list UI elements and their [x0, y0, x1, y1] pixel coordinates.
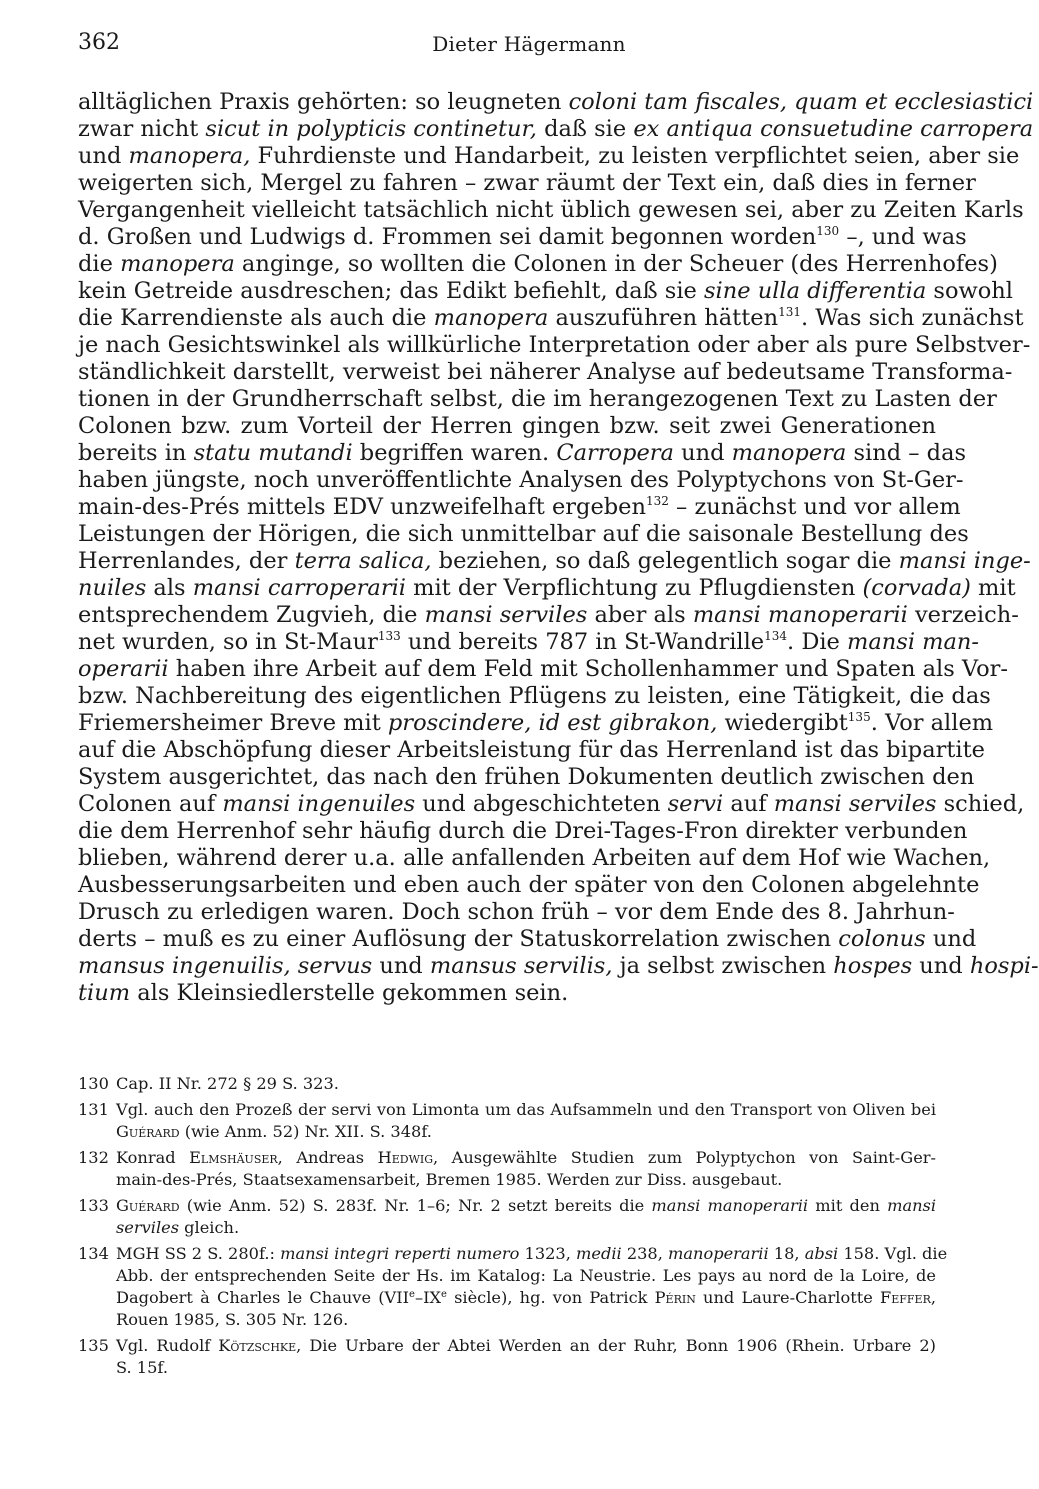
author-name: Kötzschke [218, 1336, 297, 1355]
text-run: – zunächst und vor allem [668, 494, 961, 520]
text-run: alltäglichen Praxis gehörten: so leugneten [78, 89, 569, 115]
superscript: e [409, 1289, 415, 1300]
superscript: 131 [778, 305, 801, 319]
text-run: und [925, 926, 977, 952]
text-line [78, 953, 1039, 980]
text-line [78, 818, 968, 845]
text-run: beziehen, so daß gelegentlich sogar die [431, 548, 899, 574]
text-run: Abb. der entsprechenden Seite der Hs. im Katalog: La Neustrie. Les pays au nord de la Loire, de [116, 1266, 936, 1285]
text-run: gleich. [179, 1218, 240, 1237]
text-line [78, 494, 961, 521]
text-line [78, 467, 964, 494]
text-line [78, 224, 967, 251]
text-run: bereits in [78, 440, 194, 466]
text-run: weigerten sich, Mergel zu fahren – zwar räumt der Text ein, daß dies in ferner [78, 170, 976, 196]
text-run: wiedergibt [717, 710, 848, 736]
text-line [78, 575, 1016, 602]
superscript: 133 [377, 629, 401, 643]
italic-text: manopera, [128, 143, 251, 169]
footnote-line [78, 1309, 936, 1331]
text-line [78, 332, 1031, 359]
footnote-line [78, 1169, 936, 1191]
text-run: Colonen auf [78, 791, 223, 817]
italic-text: (corvada) [862, 575, 971, 601]
text-run: . Was sich zunächst [800, 305, 1024, 331]
italic-text: mansi integri reperti numero [280, 1244, 520, 1263]
text-run: haben ihre Arbeit auf dem Feld mit Schollenhammer und Spaten als Vor- [168, 656, 1009, 682]
text-run: und [372, 953, 430, 979]
text-run: Vgl. Rudolf [116, 1336, 219, 1355]
italic-text: manopera [433, 305, 549, 331]
text-run: die [78, 251, 121, 277]
italic-text: proscindere, id est gibrakon, [387, 710, 718, 736]
footnote-line [78, 1265, 936, 1287]
italic-text: mansi [887, 1196, 937, 1215]
footnote [78, 1243, 948, 1331]
footnote [78, 1147, 936, 1191]
text-run: auf die Abschöpfung dieser Arbeitsleistung für das Herrenland ist das bipartite [78, 737, 985, 763]
italic-text: mansi carroperarii [192, 575, 406, 601]
footnote [78, 1073, 936, 1095]
text-run: ja selbst zwischen [612, 953, 834, 979]
text-run: haben jüngste, noch unveröffentlichte Analysen des Polyptychons von St-Ger- [78, 467, 964, 493]
footnote-number: 132 [78, 1148, 109, 1167]
italic-text: mansus servilis, [429, 953, 613, 979]
author-name: Périn [654, 1288, 696, 1307]
footnote-line [78, 1121, 936, 1143]
footnote-number: 135 [78, 1336, 109, 1355]
text-run: 238, [621, 1244, 669, 1263]
text-run: begriffen waren. [352, 440, 557, 466]
text-run: main-des-Prés, Staatsexamensarbeit, Bremen 1985. Werden zur Diss. ausgebaut. [116, 1170, 783, 1189]
footnote-line [78, 1243, 948, 1265]
text-run: kein Getreide ausdreschen; das Edikt befiehlt, daß sie [78, 278, 705, 304]
italic-text: tium [78, 980, 131, 1006]
text-line [78, 926, 977, 953]
text-run: die dem Herrenhof sehr häufig durch die Drei-Tages-Fron direkter verbunden [78, 818, 968, 844]
text-run: siècle), hg. von Patrick [446, 1288, 655, 1307]
text-line [78, 440, 967, 467]
text-line [78, 980, 936, 1007]
text-line [78, 251, 998, 278]
text-run: und [912, 953, 970, 979]
text-line [78, 737, 985, 764]
text-run: Dagobert à Charles le Chauve (VII [116, 1288, 410, 1307]
author-name: Feffer [880, 1288, 931, 1307]
text-run: auf [723, 791, 774, 817]
text-line [78, 791, 1025, 818]
superscript: 130 [816, 224, 840, 238]
text-line [78, 899, 955, 926]
text-run: als [146, 575, 193, 601]
footnote-line [78, 1195, 936, 1217]
text-run: und abgeschichteten [415, 791, 668, 817]
italic-text: medii [576, 1244, 622, 1263]
italic-text: sine ulla differentia [704, 278, 927, 304]
text-run: schied, [936, 791, 1025, 817]
text-run: (wie Anm. 52) Nr. XII. S. 348f. [179, 1122, 432, 1141]
footnote-number: 131 [78, 1100, 109, 1119]
text-run: je nach Gesichtswinkel als willkürliche Interpretation oder aber als pure Selbstver- [78, 332, 1031, 358]
footnote-number: 134 [78, 1244, 109, 1263]
italic-text: servi [667, 791, 724, 817]
text-run: mit den [808, 1196, 888, 1215]
superscript: 134 [764, 629, 788, 643]
text-run: und bereits 787 in St-Wandrille [400, 629, 765, 655]
italic-text: mansi manoperarii [692, 602, 908, 628]
text-run: 1323, [519, 1244, 577, 1263]
text-run: S. 15f. [116, 1358, 168, 1377]
text-run: und [673, 440, 732, 466]
text-run: auszuführen hätten [548, 305, 779, 331]
text-run: –IX [414, 1288, 441, 1307]
text-run: bzw. Nachbereitung des eigentlichen Pflügens zu leisten, eine Tätigkeit, die das [78, 683, 991, 709]
text-run: ständlichkeit darstellt, verweist bei näherer Analyse auf bedeutsame Transforma- [78, 359, 1013, 385]
text-run: , Andreas [277, 1148, 378, 1167]
text-line [78, 116, 1034, 143]
text-run: 18, [768, 1244, 805, 1263]
text-run: derts – muß es zu einer Auflösung der Statuskorrelation zwischen [78, 926, 839, 952]
footnote-line [78, 1287, 936, 1309]
footnote-number: 130 [78, 1074, 109, 1093]
italic-text: mansi serviles [773, 791, 937, 817]
italic-text: terra salica, [294, 548, 432, 574]
text-run: Colonen bzw. zum Vorteil der Herren gingen bzw. seit zwei Generationen [78, 413, 936, 439]
italic-text: hospes [833, 953, 913, 979]
italic-text: manopera [731, 440, 847, 466]
italic-text: mansi manoperarii [651, 1196, 809, 1215]
text-run: –, und was [839, 224, 967, 250]
author-name: Guérard [116, 1196, 180, 1215]
italic-text: ex antiqua consuetudine carropera [633, 116, 1034, 142]
text-run: Cap. II Nr. 272 § 29 S. 323. [116, 1074, 339, 1093]
text-run: anginge, so wollten die Colonen in der Scheuer (des Herrenhofes) [234, 251, 998, 277]
text-run: . Vor allem [870, 710, 994, 736]
text-run: , Ausgewählte Studien zum Polyptychon von Saint-Ger- [433, 1148, 936, 1167]
text-run: als Kleinsiedlerstelle gekommen sein. [130, 980, 569, 1006]
text-run: und [78, 143, 129, 169]
text-run: Konrad [116, 1148, 190, 1167]
text-run: tionen in der Grundherrschaft selbst, die im herangezogenen Text zu Lasten der [78, 386, 997, 412]
text-line [78, 143, 1020, 170]
footnote [78, 1195, 936, 1239]
text-run: . Die [787, 629, 848, 655]
text-line [78, 845, 991, 872]
text-run: (wie Anm. 52) S. 283f. Nr. 1–6; Nr. 2 setzt bereits die [179, 1196, 652, 1215]
superscript: 135 [847, 710, 871, 724]
text-run: zwar nicht [78, 116, 206, 142]
text-line [78, 710, 994, 737]
text-run: mit der Verpflichtung zu Pflugdiensten [405, 575, 863, 601]
footnote-line [78, 1357, 936, 1379]
text-run: , Die Urbare der Abtei Werden an der Ruhr, Bonn 1906 (Rhein. Urbare 2) [296, 1336, 936, 1355]
running-head: Dieter Hägermann [432, 32, 626, 56]
text-run: mit [970, 575, 1016, 601]
text-run: verzeich- [907, 602, 1019, 628]
text-line [78, 872, 980, 899]
text-run: Drusch zu erledigen waren. Doch schon früh – vor dem Ende des 8. Jahrhun- [78, 899, 955, 925]
text-run: und Laure-Charlotte [695, 1288, 881, 1307]
text-run: System ausgerichtet, das nach den frühen Dokumenten deutlich zwischen den [78, 764, 975, 790]
text-run: Ausbesserungsarbeiten und eben auch der später von den Colonen abgelehnte [78, 872, 980, 898]
footnote [78, 1099, 936, 1143]
text-line [78, 170, 976, 197]
italic-text: mansi ingenuiles [222, 791, 416, 817]
text-run: main-des-Prés mittels EDV unzweifelhaft ergeben [78, 494, 646, 520]
text-line [78, 413, 936, 440]
italic-text: nuiles [78, 575, 147, 601]
text-run: , [930, 1288, 937, 1307]
text-run: Vgl. auch den Prozeß der servi von Limonta um das Aufsammeln und den Transport von Oliven bei [116, 1100, 936, 1119]
text-run: net wurden, so in St-Maur [78, 629, 378, 655]
text-run: entsprechendem Zugvieh, die [78, 602, 425, 628]
text-line [78, 197, 1024, 224]
text-run: Herrenlandes, der [78, 548, 295, 574]
text-line [78, 386, 997, 413]
footnote-line [78, 1217, 936, 1239]
italic-text: hospi- [969, 953, 1039, 979]
italic-text: mansi serviles [424, 602, 588, 628]
author-name: Guérard [116, 1122, 180, 1141]
text-run: 158. Vgl. die [838, 1244, 948, 1263]
text-run: daß sie [536, 116, 634, 142]
italic-text: mansi man- [847, 629, 980, 655]
text-line [78, 629, 980, 656]
text-line [78, 305, 1024, 332]
footnote-line [78, 1073, 936, 1095]
author-name: Hedwig [377, 1148, 434, 1167]
italic-text: coloni tam fiscales, quam et ecclesiastici [568, 89, 1034, 115]
italic-text: Carropera [556, 440, 674, 466]
text-line [78, 359, 1013, 386]
text-run: d. Großen und Ludwigs d. Frommen sei damit begonnen worden [78, 224, 817, 250]
superscript: e [440, 1289, 447, 1300]
italic-text: colonus [838, 926, 926, 952]
text-run: Leistungen der Hörigen, die sich unmittelbar auf die saisonale Bestellung des [78, 521, 969, 547]
text-run: Friemersheimer Breve mit [78, 710, 388, 736]
text-run: Fuhrdienste und Handarbeit, zu leisten verpflichtet seien, aber sie [250, 143, 1020, 169]
text-line [78, 683, 991, 710]
main-text [78, 89, 1039, 1007]
text-run: Vergangenheit vielleicht tatsächlich nicht üblich gewesen sei, aber zu Zeiten Karls [78, 197, 1024, 223]
text-line [78, 764, 975, 791]
text-line [78, 278, 1013, 305]
text-run: Rouen 1985, S. 305 Nr. 126. [116, 1310, 349, 1329]
text-run: sind – das [846, 440, 967, 466]
text-run: MGH SS 2 S. 280f.: [116, 1244, 281, 1263]
text-line [78, 602, 1019, 629]
italic-text: absi [804, 1244, 839, 1263]
footnotes [78, 1073, 948, 1383]
italic-text: statu mutandi [193, 440, 353, 466]
italic-text: serviles [116, 1218, 180, 1237]
footnote-line [78, 1147, 936, 1169]
footnote [78, 1335, 936, 1379]
text-line [78, 521, 969, 548]
footnote-spacer [78, 1379, 936, 1383]
author-name: Elmshäuser [189, 1148, 278, 1167]
italic-text: manopera [120, 251, 235, 277]
text-line [78, 656, 1009, 683]
text-line [78, 89, 1034, 116]
italic-text: manoperarii [668, 1244, 769, 1263]
superscript: 132 [645, 494, 669, 508]
text-run: sowohl [926, 278, 1013, 304]
page-header [78, 30, 940, 60]
italic-text: operarii [78, 656, 169, 682]
text-run: die Karrendienste als auch die [78, 305, 434, 331]
text-run: blieben, während derer u.a. alle anfallenden Arbeiten auf dem Hof wie Wachen, [78, 845, 991, 871]
italic-text: mansi inge- [898, 548, 1031, 574]
footnote-number: 133 [78, 1196, 109, 1215]
footnote-line [78, 1335, 936, 1357]
footnote-line [78, 1099, 936, 1121]
page-number: 362 [78, 30, 120, 55]
text-run: aber als [587, 602, 693, 628]
italic-text: sicut in polypticis continetur, [205, 116, 537, 142]
italic-text: mansus ingenuilis, servus [78, 953, 373, 979]
text-line [78, 548, 1031, 575]
